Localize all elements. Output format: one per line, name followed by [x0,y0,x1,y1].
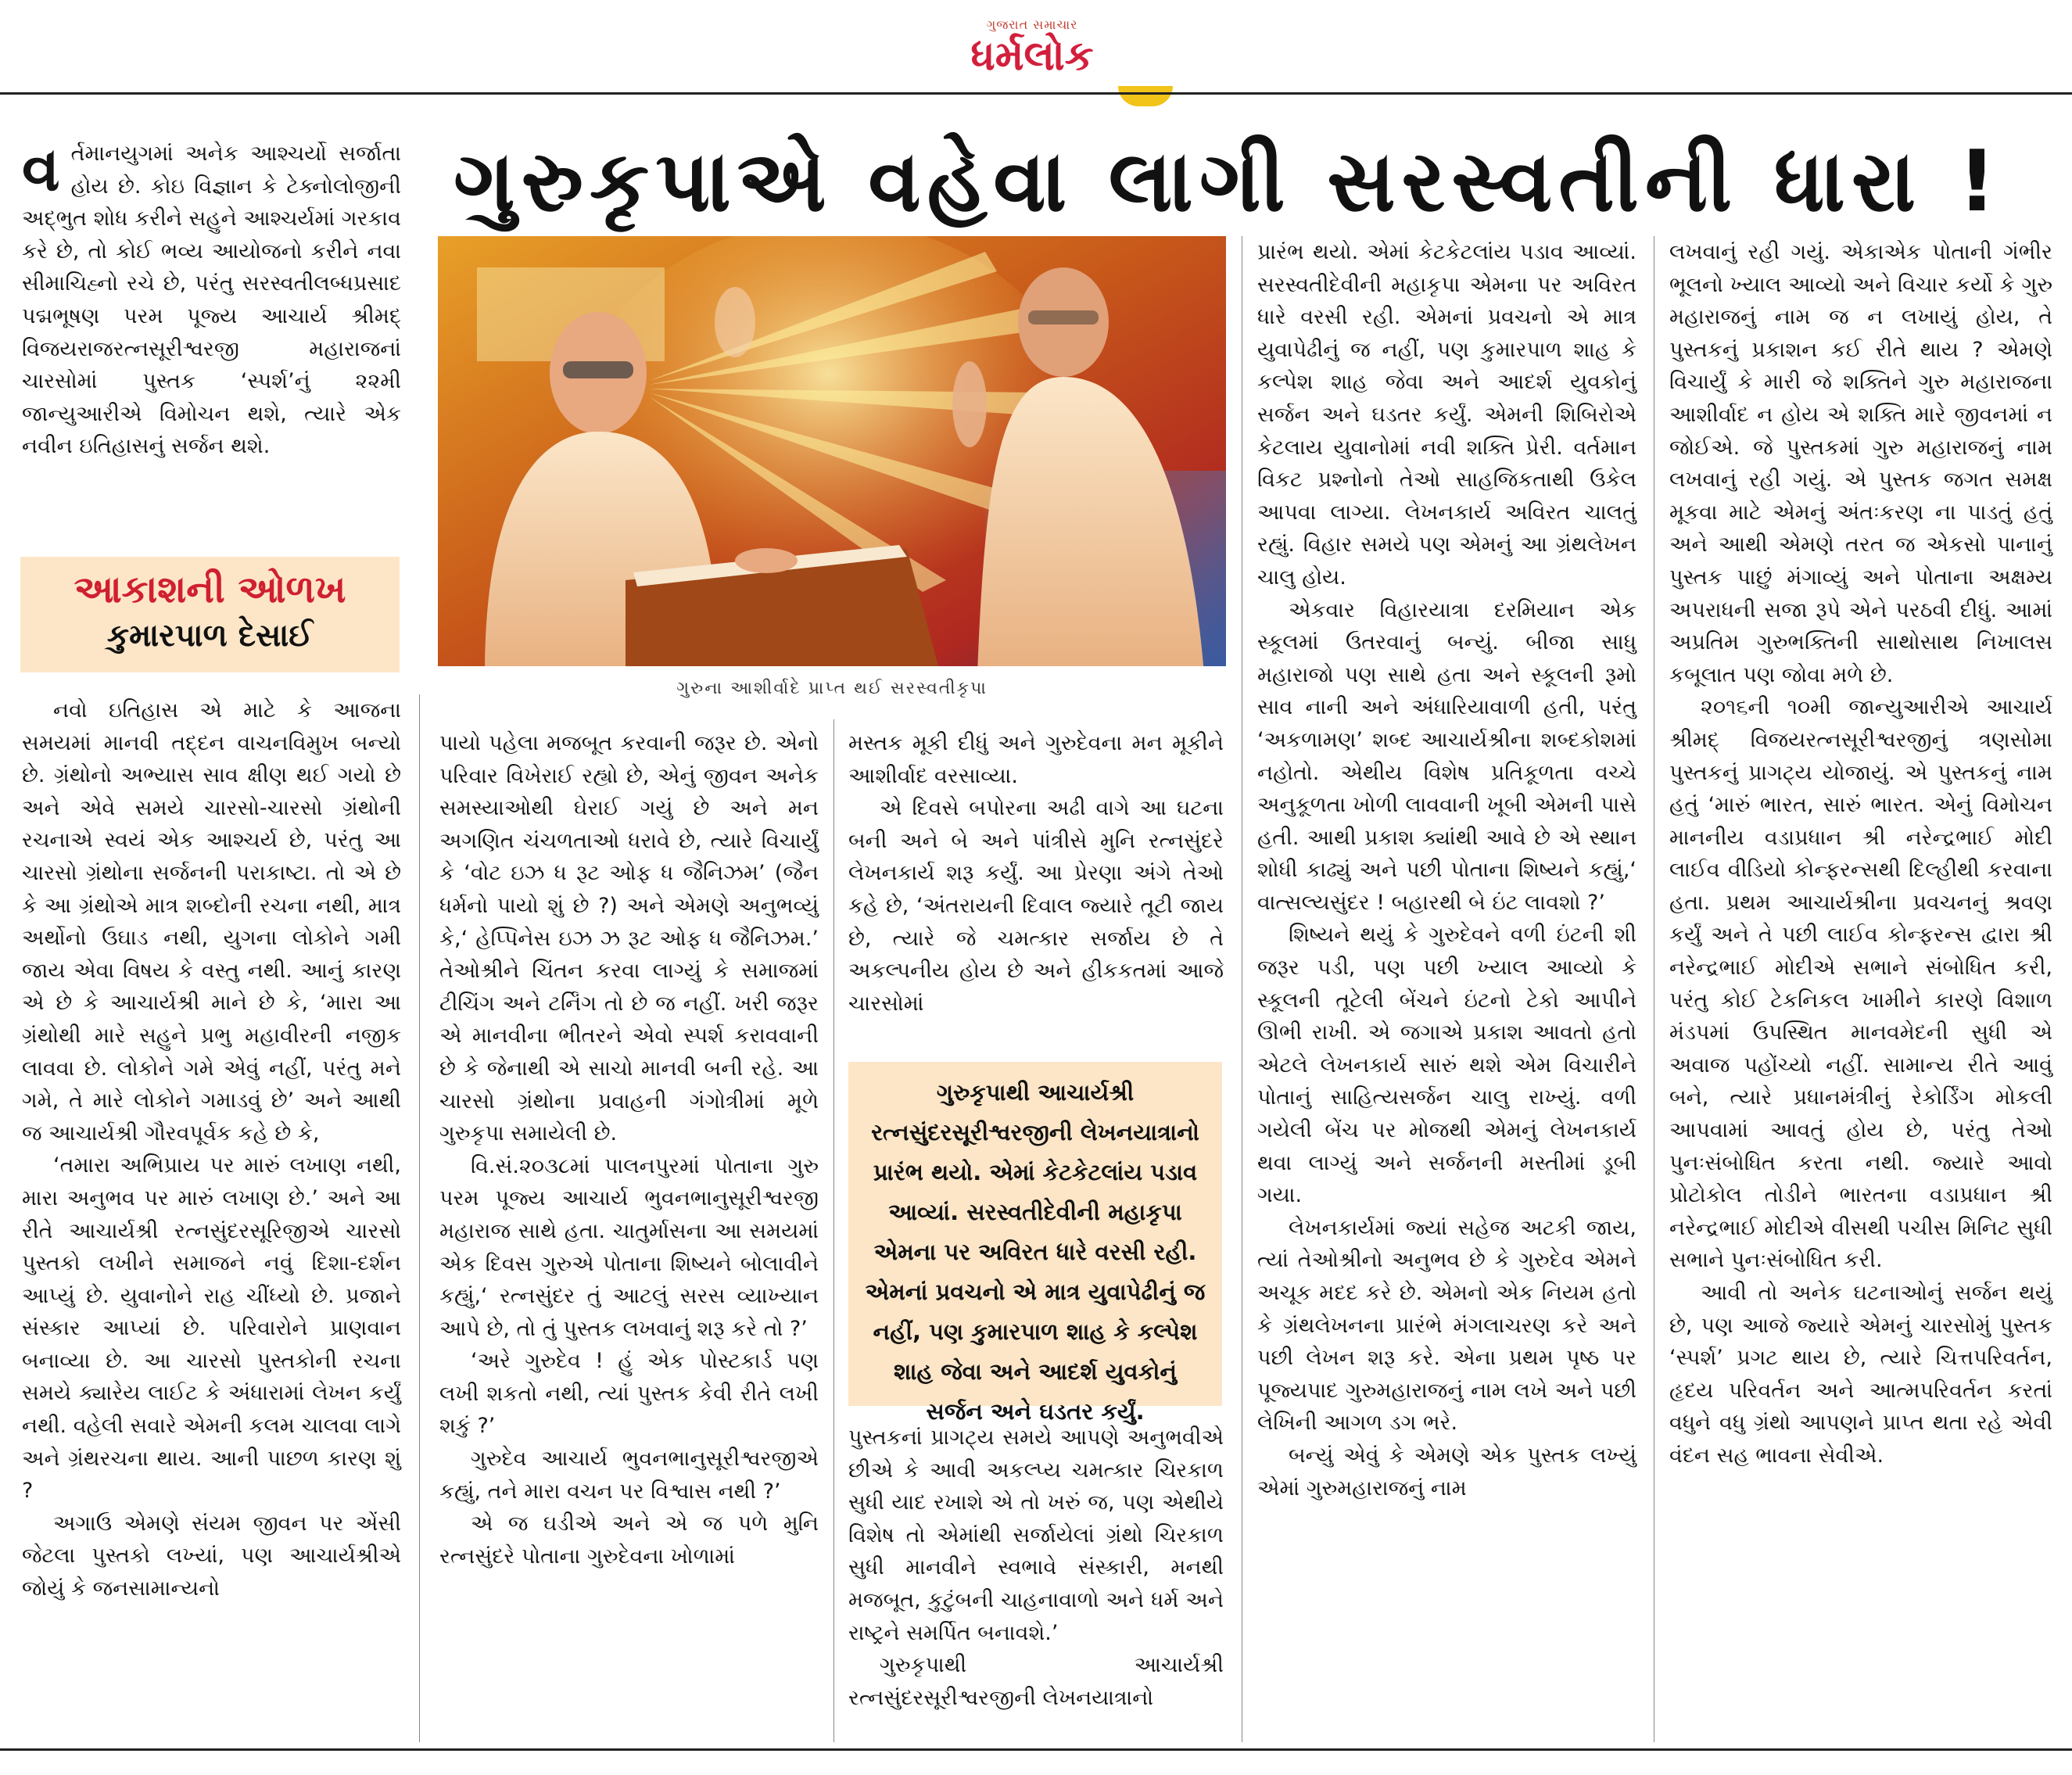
col5-paragraph-3: આવી તો અનેક ઘટનાઓનું સર્જન થયું છે, પણ આજે જ્યારે એમનું ચારસોમું પુસ્તક ‘સ્પર્શ’ પ્રગટ થાય છે, ત્યારે ચિત્તપરિવર્તન, હૃદય પરિવર્તન અને આત્મપરિવર્તન કરતાં વધુને વધુ ગ્રંથો આપણને પ્રાપ્ત થતા રહે એવી વંદન સહ ભાવના સેવીએ. [1669,1281,2052,1468]
col4-paragraph-1: પ્રારંભ થયો. એમાં કેટકેટલાંય પડાવ આવ્યાં. સરસ્વતીદેવીની મહાકૃપા એમના પર અવિરત ધારે વરસી રહી. એમનાં પ્રવચનો એ માત્ર યુવાપેઢીનું જ નહીં, પણ કુમારપાળ શાહ કે કલ્પેશ શાહ જેવા અને આદર્શ યુવકોનું સર્જન અને ઘડતર કર્યું. એમની શિબિરોએ કેટલાય યુવાનોમાં નવી શક્તિ પ્રેરી. વર્તમાન વિકટ પ્રશ્નોનો તેઓ સાહજિકતાથી ઉકેલ આપવા લાગ્યા. લેખનકાર્ય અવિરત ચાલતું રહ્યું. વિહાર સમયે પણ એમનું આ ગ્રંથલેખન ચાલુ હોય. [1257,240,1636,590]
col4-paragraph-4: લેખનકાર્યમાં જ્યાં સહેજ અટકી જાય, ત્યાં તેઓશ્રીનો અનુભવ છે કે ગુરુદેવ એમને અચૂક મદદ કરે છે. એમનો એક નિયમ હતો કે ગ્રંથલેખનના પ્રારંભે મંગલાચરણ કરે અને પછી લેખન શરૂ કરે. એના પ્રથમ પૃષ્ઠ પર પૂજ્યપાદ ગુરુમહારાજનું નામ લખે અને પછી લેખિની આગળ ડગ ભરે. [1257,1215,1636,1436]
col2-paragraph-4: ગુરુદેવ આચાર્ય ભુવનભાનુસૂરીશ્વરજીએ કહ્યું, તને મારા વચન પર વિશ્વાસ નથી ?’ [439,1447,819,1504]
col2-paragraph-3: ‘અરે ગુરુદેવ ! હું એક પોસ્ટકાર્ડ પણ લખી શકતો નથી, ત્યાં પુસ્તક કેવી રીતે લખી શકું ?’ [439,1349,819,1439]
article-column-5 [1669,236,2052,1472]
article-column-4 [1257,236,1636,1504]
masthead [923,17,1142,88]
col4-paragraph-2: એકવાર વિહારયાત્રા દરમિયાન એક સ્કૂલમાં ઉતરવાનું બન્યું. બીજા સાધુ મહારાજો પણ સાથે હતા અને સ્કૂલની રૂમો સાવ નાની અને અંધારિયાવાળી હતી, પરંતુ ‘અકળામણ’ શબ્દ આચાર્યશ્રીના શબ્દકોશમાં નહોતો. એથીય વિશેષ પ્રતિકૂળતા વચ્ચે અનુકૂળતા ખોળી લાવવાની ખૂબી એમની પાસે હતી. આથી પ્રકાશ ક્યાંથી આવે છે એ સ્થાન શોધી કાઢ્યું અને પછી પોતાના શિષ્યને કહ્યું,‘ વાત્સલ્યસુંદર ! બહારથી બે ઇંટ લાવશો ?’ [1257,597,1636,915]
col1-paragraph-3: અગાઉ એમણે સંયમ જીવન પર એંસી જેટલા પુસ્તકો લખ્યાં, પણ આચાર્યશ્રીએ જોયું કે જનસામાન્યનો [22,1511,401,1601]
col5-paragraph-1: લખવાનું રહી ગયું. એકાએક પોતાની ગંભીર ભૂલનો ખ્યાલ આવ્યો અને વિચાર કર્યો કે ગુરુ મહારાજનું નામ જ ન લખાયું હોય, તે પુસ્તકનું પ્રકાશન કઈ રીતે થાય ? એમણે વિચાર્યું કે મારી જે શક્તિને ગુરુ મહારાજના આશીર્વાદ ન હોય એ શક્તિ મારે જીવનમાં ન જોઈએ. જે પુસ્તકમાં ગુરુ મહારાજનું નામ લખવાનું રહી ગયું. એ પુસ્તક જગત સમક્ષ મૂકવા માટે એમનું અંતઃકરણ ના પાડતું હતું અને આથી એમણે તરત જ એકસો પાનાનું પુસ્તક પાછું મંગાવ્યું અને પોતાના અક્ષમ્ય અપરાધની સજા રૂપે એને પરઠવી દીધું. આમાં અપ્રતિમ ગુરુભક્તિની સાથોસાથ નિખાલસ કબૂલાત પણ જોવા મળે છે. [1669,240,2052,687]
col3-paragraph-1: મસ્તક મૂકી દીધું અને ગુરુદેવના મન મૂકીને આશીર્વાદ વરસાવ્યા. [848,731,1224,788]
col2-paragraph-2: વિ.સં.૨૦૩૮માં પાલનપુરમાં પોતાના ગુરુ પરમ પૂજ્ય આચાર્ય ભુવનભાનુસૂરીશ્વરજી મહારાજ સાથે હતા. ચાતુર્માસના આ સમયમાં એક દિવસ ગુરુએ પોતાના શિષ્યને બોલાવીને કહ્યું,‘ રત્નસુંદર તું આટલું સરસ વ્યાખ્યાન આપે છે, તો તું પુસ્તક લખવાનું શરૂ કરે તો ?’ [439,1153,819,1341]
masthead-section: ધર્મલોક [970,32,1094,80]
col3-paragraph-4: ગુરુકૃપાથી આચાર્યશ્રી રત્નસુંદરસૂરીશ્વરજીની લેખનયાત્રાનો [848,1653,1224,1710]
masthead-paper: ગુજરાત સમાચાર [986,17,1078,32]
intro-paragraph: ર્તમાનયુગમાં અનેક આશ્ચર્યો સર્જાતા હોય છે. કોઇ વિજ્ઞાન કે ટેક્નોલોજીની અદ્‌ભુત શોધ કરીને સહુને આશ્ચર્યમાં ગરકાવ કરે છે, તો કોઈ ભવ્ય આયોજનો કરીને નવા સીમાચિહ્નો રચે છે, પરંતુ સરસ્વતીલબ્ધપ્રસાદ પદ્મભૂષણ પરમ પૂજ્ય આચાર્ય શ્રીમદ્‌ વિજયરાજરત્નસૂરીશ્વરજી મહારાજનાં ચારસોમાં પુસ્તક ‘સ્પર્શ’નું ૨૨મી જાન્યુઆરીએ વિમોચન થશે, ત્યારે એક નવીન ઇતિહાસનું સર્જન થશે. [22,142,401,459]
column-divider [419,694,420,1742]
col4-paragraph-5: બન્યું એવું કે એમણે એક પુસ્તક લખ્યું એમાં ગુરુમહારાજનું નામ [1257,1443,1636,1501]
col3-paragraph-2: એ દિવસે બપોરના અઢી વાગે આ ઘટના બની અને બે અને પાંત્રીસે મુનિ રત્નસુંદરે લેખનકાર્ય શરૂ કર્યું. આ પ્રેરણા અંગે તેઓ કહે છે, ‘અંતરાયની દિવાલ જ્યારે તૂટી જાય છે, ત્યારે જે ચમત્કાર સર્જાય છે તે અકલ્પનીય હોય છે અને હીકકતમાં આજે ચારસોમાં [848,796,1224,1016]
col4-paragraph-3: શિષ્યને થયું કે ગુરુદેવને વળી ઇંટની શી જરૂર પડી, પણ પછી ખ્યાલ આવ્યો કે સ્કૂલની તૂટેલી બેંચને ઇંટનો ટેકો આપીને ઊભી રાખી. એ જગાએ પ્રકાશ આવતો હતો એટલે લેખનકાર્ય સારું થશે એમ વિચારીને પોતાનું સાહિત્યસર્જન ચાલુ રાખ્યું. વળી ગયેલી બેંચ પર મોજથી એમનું લેખનકાર્ય થવા લાગ્યું અને સર્જનની મસ્તીમાં ડૂબી ગયા. [1257,923,1636,1208]
intro-text [22,134,401,463]
top-rule [0,92,2072,95]
photo-caption: ગુરુના આશીર્વાદે પ્રાપ્ત થઈ સરસ્વતીકૃપા [676,679,988,698]
headline: ગુરુકૃપાએ વહેવા લાગી સરસ્વતીની ધારા ! [453,133,2003,231]
bottom-rule [0,1748,2072,1751]
article-column-3-top [848,727,1224,1020]
col2-paragraph-5: એ જ ઘડીએ અને એ જ પળે મુનિ રત્નસુંદરે પોતાના ગુરુદેવના ખોળામાં [439,1511,819,1569]
article-column-1 [22,694,401,1605]
article-column-2 [439,727,819,1572]
col1-paragraph-2: ‘તમારા અભિપ્રાય પર મારું લખાણ નથી, મારા અનુભવ પર મારું લખાણ છે.’ અને આ રીતે આચાર્યશ્રી રત્નસુંદરસૂરિજીએ ચારસો પુસ્તકો લખીને સમાજને નવું દિશા-દર્શન આપ્યું છે. યુવાનોને રાહ ચીંધ્યો છે. પ્રજાને સંસ્કાર આપ્યાં છે. પરિવારોને પ્રાણવાન બનાવ્યા છે. આ ચારસો પુસ્તકોની રચના સમયે ક્યારેય લાઈટ કે અંધારામાં લેખન કર્યું નથી. વહેલી સવારે એમની કલમ ચાલવા લાગે અને ગ્રંથરચના થાય. આની પાછળ કારણ શું ? [22,1153,401,1504]
col2-paragraph-1: પાયો પહેલા મજબૂત કરવાની જરૂર છે. એનો પરિવાર વિખેરાઈ રહ્યો છે, એનું જીવન અનેક સમસ્યાઓથી ઘેરાઈ ગયું છે અને મન અગણિત ચંચળતાઓ ધરાવે છે, ત્યારે વિચાર્યું કે ‘વોટ ઇઝ ધ રૂટ ઓફ ધ જૈનિઝમ’ (જૈન ધર્મનો પાયો શું છે ?) અને એમણે અનુભવ્યું કે,‘ હેપ્પિનેસ ઇઝ ઝ રૂટ ઓફ ધ જૈનિઝમ.’ તેઓશ્રીને ચિંતન કરવા લાગ્યું કે સમાજમાં ટીચિંગ અને ટર્નિંગ તો છે જ નહીં. ખરી જરૂર એ માનવીના ભીતરને એવો સ્પર્શ કરાવવાની છે કે જેનાથી એ સાચો માનવી બની રહે. આ ચારસો ગ્રંથોના પ્રવાહની ગંગોત્રીમાં મૂળે ગુરુકૃપા સમાયેલી છે. [439,731,819,1146]
column-title: આકાશની ઓળખ [73,568,346,611]
col5-paragraph-2: ૨૦૧૬ની ૧૦મી જાન્યુઆરીએ આચાર્ય શ્રીમદ્‌ વિજયરત્નસૂરીશ્વરજીનું ત્રણસોમા પુસ્તકનું પ્રાગટ્ય યોજાયું. એ પુસ્તકનું નામ હતું ‘મારું ભારત, સારું ભારત. એનું વિમોચન માનનીય વડાપ્રધાન શ્રી નરેન્દ્રભાઈ મોદી લાઈવ વીડિયો કોન્ફરન્સથી દિલ્હીથી કરવાના હતા. પ્રથમ આચાર્યશ્રીના પ્રવચનનું શ્રવણ કર્યું અને તે પછી લાઈવ કોન્ફરન્સ દ્વારા શ્રી નરેન્દ્રભાઈ મોદીએ સભાને સંબોધિત કરી, પરંતુ કોઈ ટેકનિકલ ખામીને કારણે વિશાળ મંડપમાં ઉપસ્થિત માનવમેદની સુધી એ અવાજ પહોંચ્યો નહીં. સામાન્ય રીતે આવું બને, ત્યારે પ્રધાનમંત્રીનું રેકોર્ડિંગ મોકલી આપવામાં આવતું હોય છે, પરંતુ તેઓ પુનઃસંબોધિત કરતા નથી. જ્યારે આવો પ્રોટોકોલ તોડીને ભારતના વડાપ્રધાન શ્રી નરેન્દ્રભાઈ મોદીએ વીસથી પચીસ મિનિટ સુધી સભાને પુનઃસંબોધિત કરી. [1669,695,2052,1273]
article-column-3-bottom [848,1422,1224,1714]
author-name: કુમારપાળ દેસાઈ [106,618,314,654]
col1-paragraph-1: નવો ઇતિહાસ એ માટે કે આજના સમયમાં માનવી તદ્દન વાચનવિમુખ બન્યો છે. ગ્રંથોનો અભ્યાસ સાવ ક્ષીણ થઈ ગયો છે અને એવે સમયે ચારસો-ચારસો ગ્રંથોની રચનાએ સ્વયં એક આશ્ચર્ય છે, પરંતુ આ ચારસો ગ્રંથોના સર્જનની પરાકાષ્ટા. તો એ છે કે આ ગ્રંથોએ માત્ર શબ્દોની રચના નથી, માત્ર અર્થોનો ઉઘાડ નથી, યુગના લોકોને ગમી જાય એવા વિષય કે વસ્તુ નથી. આનું કારણ એ છે કે આચાર્યશ્રી માને છે કે, ‘મારા આ ગ્રંથોથી મારે સહુને પ્રભુ મહાવીરની નજીક લાવવા છે. લોકોને ગમે એવું નહીં, પરંતુ મને ગમે, તે મારે લોકોને ગમાડવું છે’ અને આથી જ આચાર્યશ્રી ગૌરવપૂર્વક કહે છે કે, [22,698,401,1146]
pull-quote: ગુરુકૃપાથી આચાર્યશ્રી રત્નસુંદરસૂરીશ્વરજીની લેખનયાત્રાનો પ્રારંભ થયો. એમાં કેટકેટલાંય પડાવ આવ્યાં. સરસ્વતીદેવીની મહાકૃપા એમના પર અવિરત ધારે વરસી રહી. એમનાં પ્રવચનો એ માત્ર યુવાપેઢીનું જ નહીં, પણ કુમારપાળ શાહ કે કલ્પેશ શાહ જેવા અને આદર્શ યુવકોનું સર્જન અને ઘડતર કર્યું. [848,1062,1222,1406]
column-title-box [20,557,400,672]
col3-paragraph-3: પુસ્તકનાં પ્રાગટ્ય સમયે આપણે અનુભવીએ છીએ કે આવી અકલ્પ્ય ચમત્કાર ચિરકાળ સુધી યાદ રખાશે એ તો ખરું જ, પણ એથીયે વિશેષ તો એમાંથી સર્જાયેલાં ગ્રંથો ચિરકાળ સુધી માનવીને સ્વભાવે સંસ્કારી, મનથી મજબૂત, કુટુંબની ચાહનાવાળો અને ધર્મ અને રાષ્ટ્રને સમર્પિત બનાવશે.’ [848,1425,1224,1645]
dropcap: વ [22,134,60,205]
column-divider [833,719,834,1742]
sun-ornament [1118,86,1173,106]
guru-illustration [438,236,1226,666]
